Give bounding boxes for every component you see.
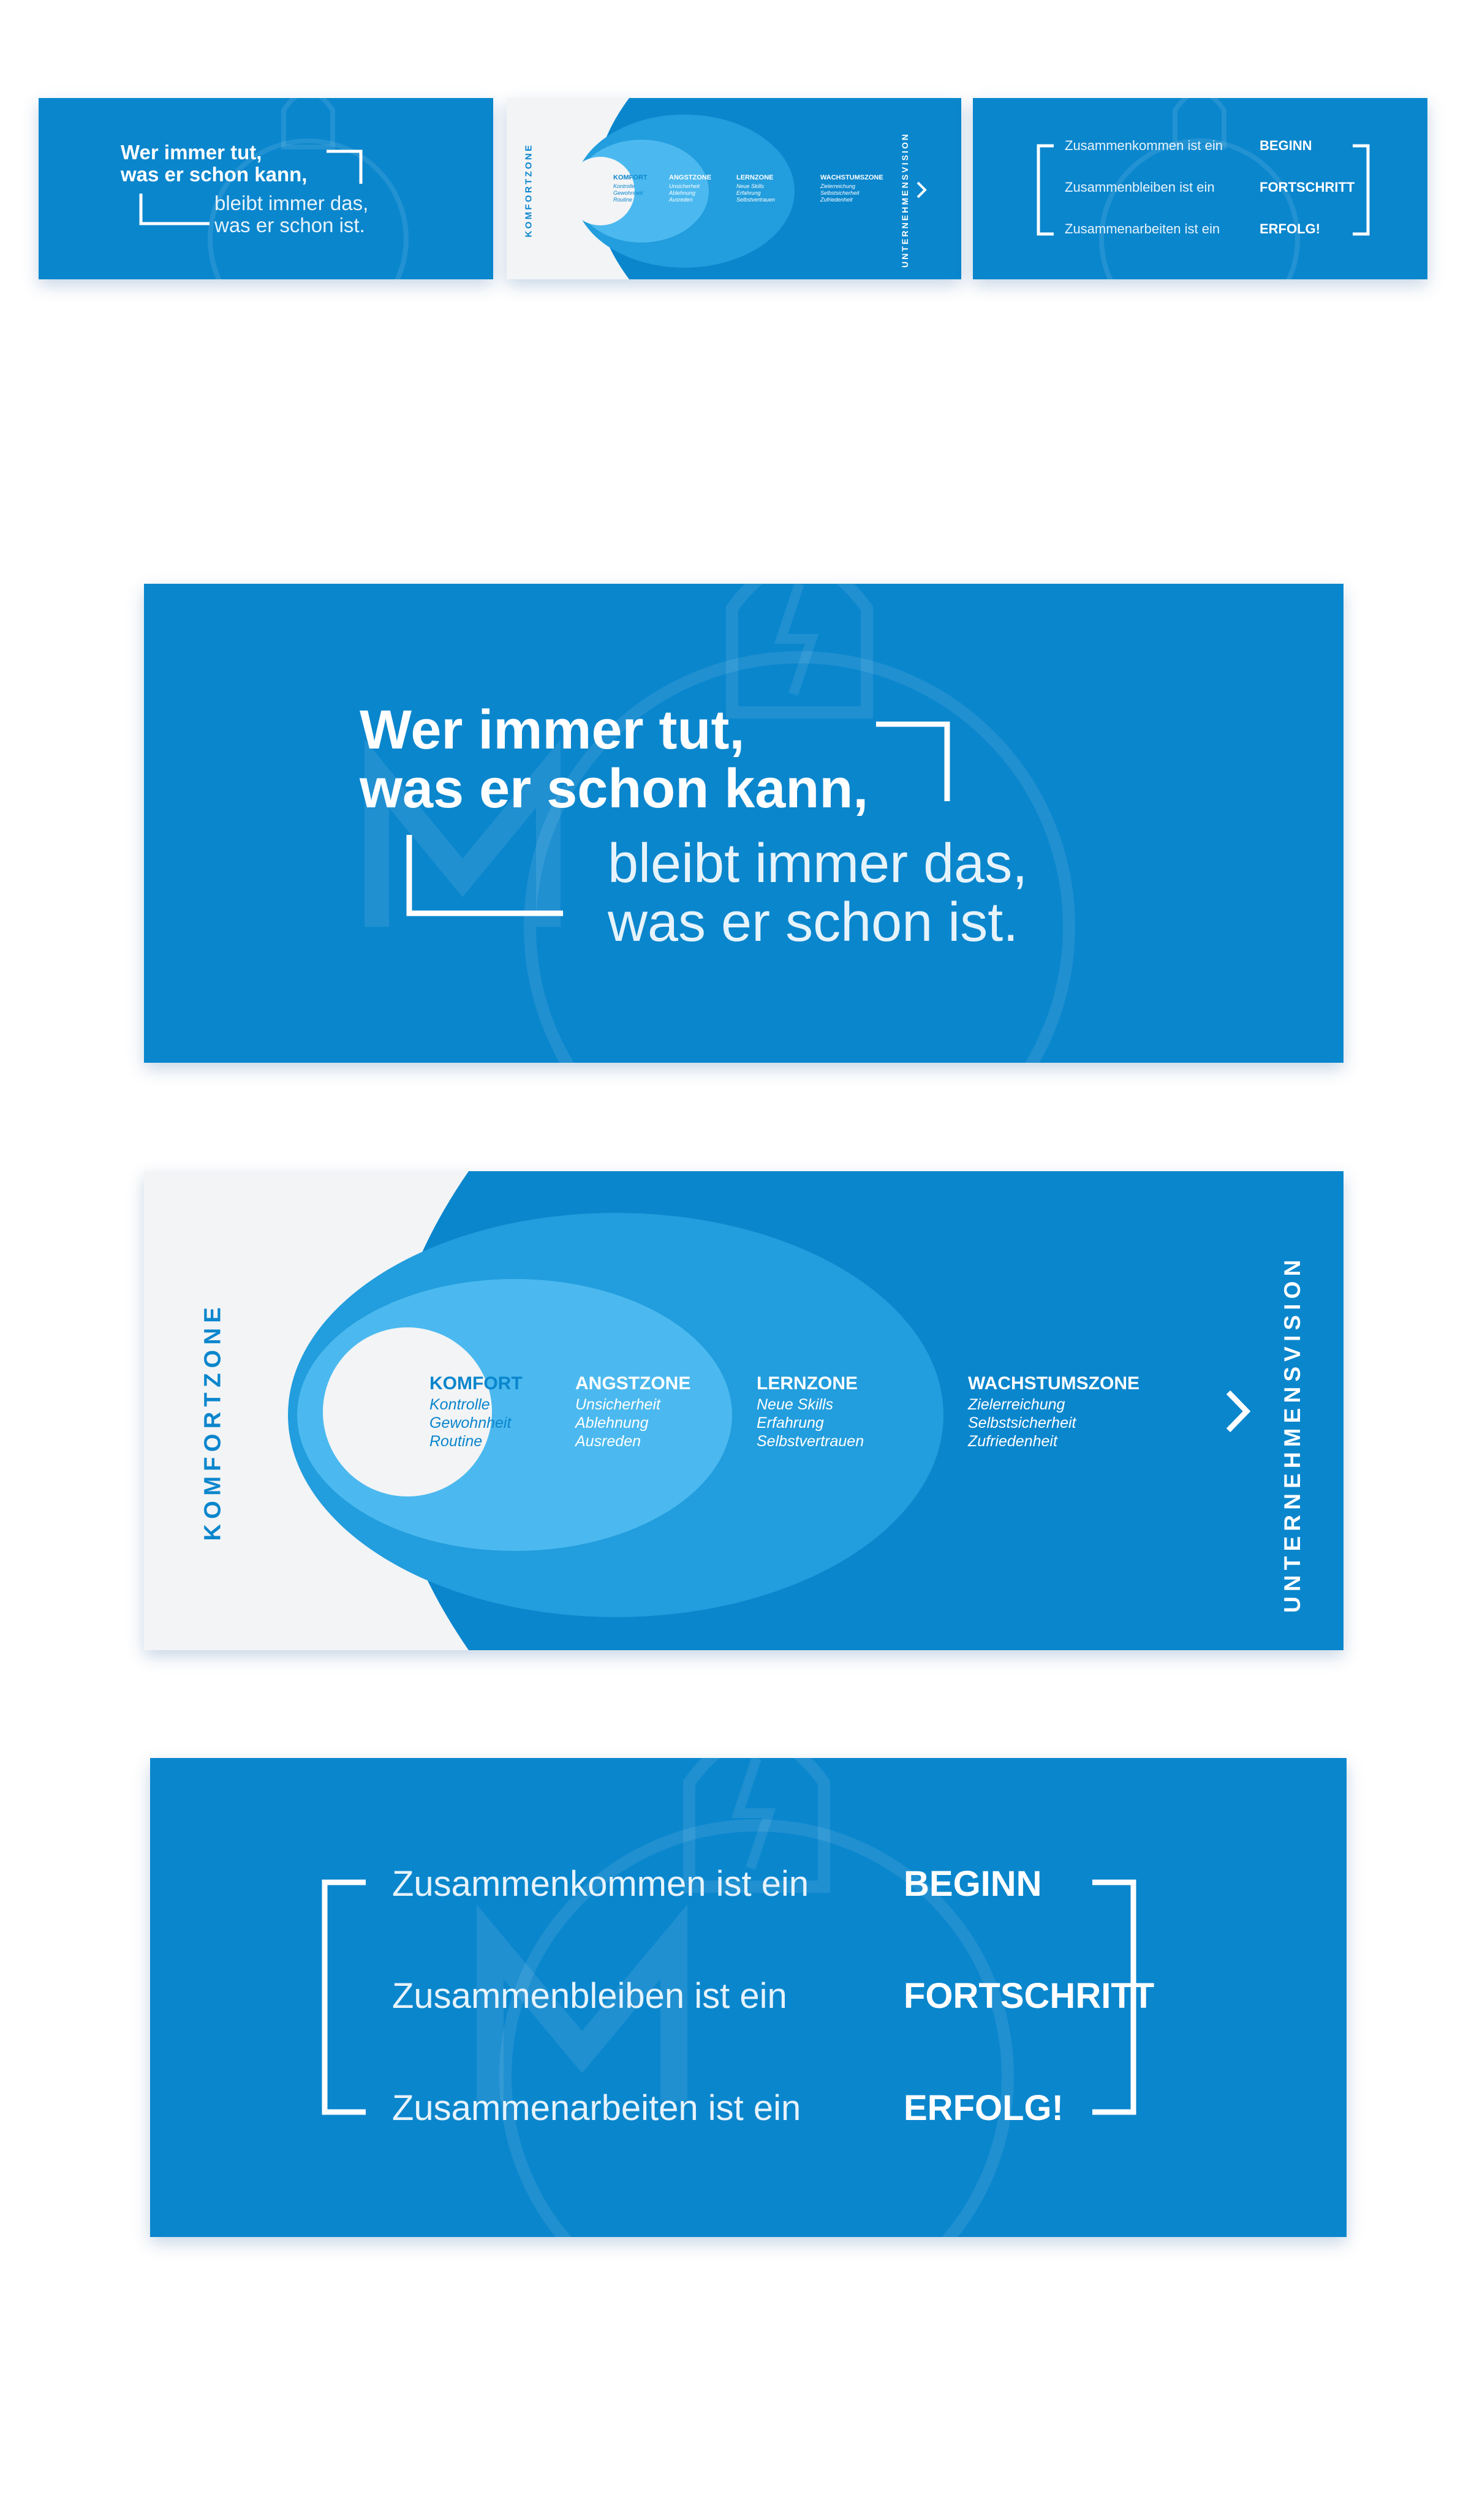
thumb-bracket-top bbox=[327, 149, 363, 184]
thumb-quote-card bbox=[39, 98, 493, 279]
zones-side-label: KOMFORTZONE bbox=[200, 1302, 226, 1541]
thumb-angst-items: Unsicherheit Ablehnung Ausreden bbox=[669, 183, 700, 203]
quote-bracket-top bbox=[876, 722, 951, 801]
quote-line1: Wer immer tut, bbox=[360, 700, 745, 761]
thumb-quote-line2: was er schon kann, bbox=[121, 163, 308, 186]
thumb-motto-row3-emphasis: ERFOLG! bbox=[1260, 221, 1320, 236]
zone-komfort-title: KOMFORT bbox=[429, 1373, 523, 1394]
motto-row2-text: Zusammenbleiben ist ein bbox=[392, 1976, 787, 2016]
zone-wachstum-title: WACHSTUMSZONE bbox=[968, 1373, 1140, 1394]
zone-komfort-items: Kontrolle Gewohnheit Routine bbox=[429, 1396, 512, 1450]
thumb-lern-items: Neue Skills Erfahrung Selbstvertrauen bbox=[736, 183, 776, 203]
thumb-motto-row2-emphasis: FORTSCHRITT bbox=[1260, 179, 1355, 195]
motto-row1-emphasis: BEGINN bbox=[904, 1864, 1042, 1904]
thumb-zones-graphic bbox=[507, 98, 961, 279]
thumb-komfort-items: Kontrolle Gewohnheit Routine bbox=[613, 183, 643, 203]
thumb-vision-label: UNTERNEHMENSVISION bbox=[900, 132, 910, 268]
lightbulb-logo-icon bbox=[144, 584, 1344, 1063]
thumb-zones-card bbox=[507, 98, 961, 279]
thumb-komfort-title: KOMFORT bbox=[613, 174, 648, 181]
zone-lern-title: LERNZONE bbox=[757, 1373, 858, 1394]
quote-line2: was er schon kann, bbox=[360, 758, 869, 820]
zone-lern-items: Neue Skills Erfahrung Selbstvertrauen bbox=[757, 1396, 864, 1450]
quote-bracket-bottom bbox=[406, 835, 563, 917]
thumb-motto-card bbox=[973, 98, 1427, 279]
thumb-side-label: KOMFORTZONE bbox=[523, 143, 534, 238]
quote-line3: bleibt immer das, bbox=[608, 833, 1028, 894]
thumb-motto-bracket-left bbox=[1037, 144, 1055, 236]
zone-wachstum-items: Zielerreichung Selbstsicherheit Zufriedenheit bbox=[968, 1396, 1076, 1450]
thumb-lern-title: LERNZONE bbox=[736, 174, 774, 181]
zones-vision-label: UNTERNEHMENSVISION bbox=[1280, 1254, 1305, 1613]
thumb-bracket-bottom bbox=[139, 194, 213, 225]
quote-line4: was er schon ist. bbox=[608, 892, 1019, 953]
chevron-right-icon[interactable] bbox=[1223, 1389, 1253, 1434]
motto-bracket-left bbox=[322, 1879, 371, 2115]
thumb-motto-row2-text: Zusammenbleiben ist ein bbox=[1065, 179, 1215, 195]
zones-graphic bbox=[144, 1171, 1344, 1650]
lightbulb-logo-icon bbox=[39, 98, 493, 279]
zones-card bbox=[144, 1171, 1344, 1650]
thumb-quote-line4: was er schon ist. bbox=[214, 214, 365, 236]
motto-card bbox=[150, 1758, 1347, 2237]
motto-row1-text: Zusammenkommen ist ein bbox=[392, 1864, 809, 1904]
thumb-motto-row3-text: Zusammenarbeiten ist ein bbox=[1065, 221, 1220, 236]
motto-row2-emphasis: FORTSCHRITT bbox=[904, 1976, 1155, 2016]
quote-card bbox=[144, 584, 1344, 1063]
thumb-wachstum-title: WACHSTUMSZONE bbox=[820, 174, 883, 181]
zone-angst-items: Unsicherheit Ablehnung Ausreden bbox=[575, 1396, 660, 1450]
motto-row3-text: Zusammenarbeiten ist ein bbox=[392, 2088, 801, 2128]
zone-angst-title: ANGSTZONE bbox=[575, 1373, 691, 1394]
thumb-quote-line3: bleibt immer das, bbox=[214, 192, 369, 214]
motto-row3-emphasis: ERFOLG! bbox=[904, 2088, 1064, 2128]
thumb-quote-line1: Wer immer tut, bbox=[121, 141, 262, 164]
thumb-motto-row1-text: Zusammenkommen ist ein bbox=[1065, 138, 1223, 153]
thumb-angst-title: ANGSTZONE bbox=[669, 174, 712, 181]
thumb-motto-row1-emphasis: BEGINN bbox=[1260, 138, 1312, 153]
thumb-wachstum-items: Zielerreichung Selbstsicherheit Zufriedenheit bbox=[820, 183, 860, 203]
